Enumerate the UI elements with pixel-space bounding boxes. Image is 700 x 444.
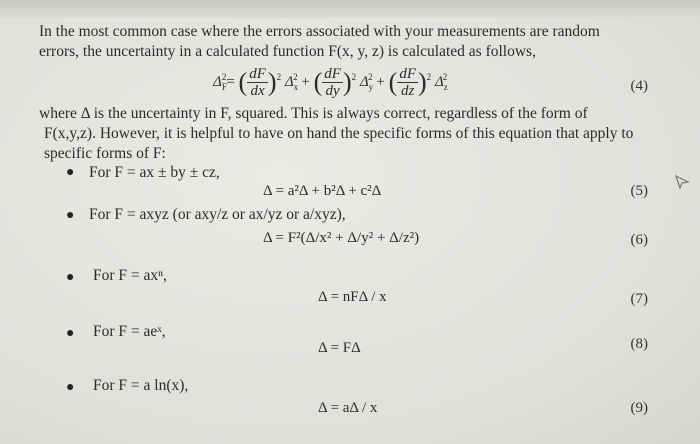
- item-5-label: For F = ax ± by ± cz,: [89, 164, 220, 181]
- equation-6: Δ = F²(Δ/x² + Δ/y² + Δ/z²): [263, 230, 420, 246]
- bullet-icon: ●: [66, 270, 75, 285]
- equation-number-7: (7): [630, 291, 648, 307]
- bullet-icon: ●: [66, 380, 75, 395]
- equation-4: $\Delta_F^2=$ ( $\frac{dF}{dx}$ )$^2$ $\Delta_x^2$ + ( $\frac{dF}{dy}$ )$^2$ $\Delta_y^2$ + ( $\frac{dF}{dz}$ )$^2$ $\Delta_z^2$: [213, 66, 448, 99]
- item-6-label: For F = axyz (or axy/z or ax/yz or a/xyz),: [89, 206, 346, 223]
- equation-5: Δ = a²Δ + b²Δ + c²Δ: [263, 183, 382, 199]
- equation-number-6: (6): [630, 232, 648, 248]
- where-line-3: specific forms of F:: [44, 145, 166, 162]
- equation-7: Δ = nFΔ / x: [318, 289, 387, 305]
- equation-number-5: (5): [630, 183, 648, 199]
- where-line-1: where Δ is the uncertainty in F, squared. This is always correct, regardless of the form of: [39, 105, 588, 122]
- intro-line-1: In the most common case where the errors associated with your measurements are random: [39, 23, 600, 40]
- item-9-label: For F = a ln(x),: [93, 377, 189, 394]
- where-line-2: F(x,y,z). However, it is helpful to have on hand the specific forms of this equation that apply to: [44, 125, 634, 142]
- item-8-label: For F = aeˣ,: [93, 323, 166, 340]
- item-7-label: For F = axⁿ,: [93, 267, 167, 284]
- cursor-arrow-icon: [674, 174, 690, 190]
- equation-8: Δ = FΔ: [318, 340, 361, 356]
- bullet-icon: ●: [66, 208, 75, 223]
- equation-number-9: (9): [630, 400, 648, 416]
- intro-line-2: errors, the uncertainty in a calculated function F(x, y, z) is calculated as follows,: [39, 43, 536, 60]
- equation-number-4: (4): [630, 78, 648, 94]
- bullet-icon: ●: [66, 326, 75, 341]
- equation-number-8: (8): [630, 336, 648, 352]
- equation-9: Δ = aΔ / x: [318, 400, 378, 416]
- page-top-edge: [0, 0, 700, 18]
- bullet-icon: ●: [66, 165, 75, 180]
